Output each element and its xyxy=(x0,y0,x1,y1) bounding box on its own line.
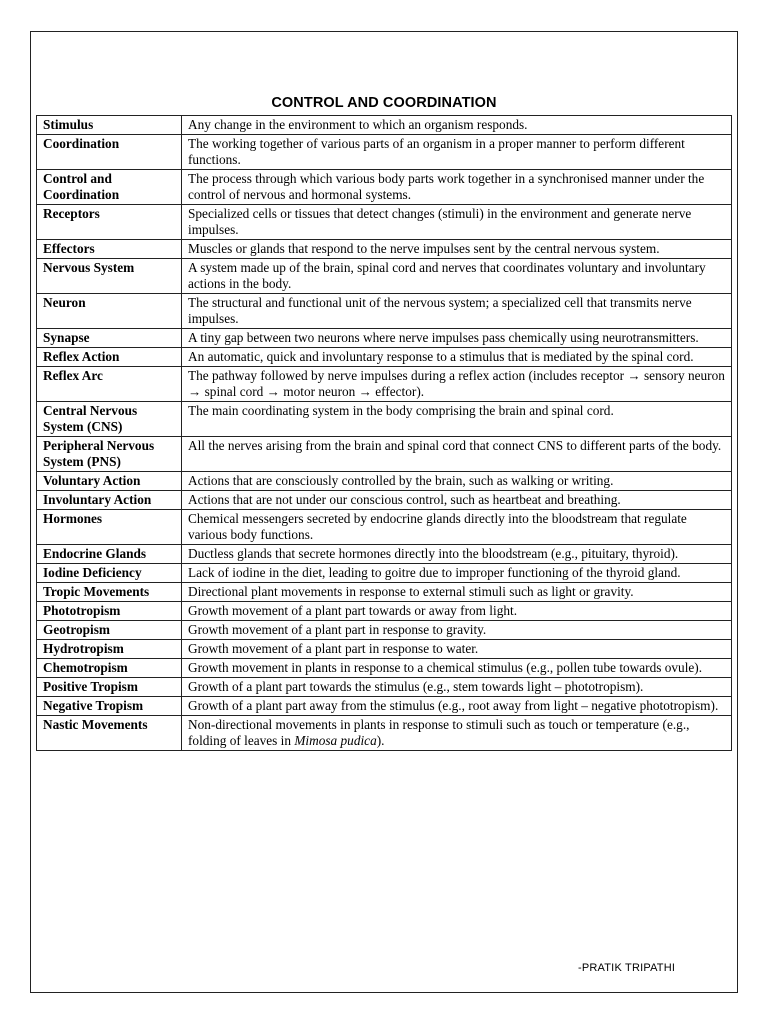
table-row xyxy=(37,437,732,472)
glossary-table xyxy=(36,115,732,751)
term-cell: Nastic Movements xyxy=(37,716,182,751)
page-title: CONTROL AND COORDINATION xyxy=(271,95,497,111)
table-row xyxy=(37,367,732,402)
term-cell: Synapse xyxy=(37,329,182,348)
definition-cell xyxy=(182,659,732,678)
table-row xyxy=(37,716,732,751)
table-row xyxy=(37,640,732,659)
term-cell: Phototropism xyxy=(37,602,182,621)
term-cell: Iodine Deficiency xyxy=(37,564,182,583)
definition-tail-text: ). xyxy=(376,733,385,748)
definition-text: The pathway followed by nerve impulses during a reflex action (includes receptor → sensory neuron → spinal cord → motor neuron → effector). xyxy=(188,368,725,399)
term-cell: Hydrotropism xyxy=(37,640,182,659)
definition-text: Directional plant movements in response to external stimuli such as light or gravity. xyxy=(188,584,634,599)
term-cell: Tropic Movements xyxy=(37,583,182,602)
definition-text: Chemical messengers secreted by endocrine glands directly into the bloodstream that regulate various body functions. xyxy=(188,511,687,542)
definition-text: Non-directional movements in plants in response to stimuli such as touch or temperature (e.g., folding of leaves in xyxy=(188,717,690,748)
definition-cell xyxy=(182,348,732,367)
definition-text: Ductless glands that secrete hormones directly into the bloodstream (e.g., pituitary, thyroid). xyxy=(188,546,679,561)
definition-cell xyxy=(182,437,732,472)
definition-cell xyxy=(182,135,732,170)
table-row xyxy=(37,240,732,259)
term-cell: Negative Tropism xyxy=(37,697,182,716)
glossary-body xyxy=(37,116,732,751)
definition-cell xyxy=(182,472,732,491)
table-row xyxy=(37,583,732,602)
term-cell: Involuntary Action xyxy=(37,491,182,510)
definition-cell xyxy=(182,678,732,697)
definition-cell xyxy=(182,116,732,135)
definition-cell xyxy=(182,602,732,621)
term-cell: Peripheral Nervous System (PNS) xyxy=(37,437,182,472)
definition-text: Growth of a plant part away from the stimulus (e.g., root away from light – negative phototropism). xyxy=(188,698,719,713)
definition-cell xyxy=(182,640,732,659)
definition-cell xyxy=(182,621,732,640)
table-row xyxy=(37,135,732,170)
table-row xyxy=(37,472,732,491)
definition-text: A tiny gap between two neurons where nerve impulses pass chemically using neurotransmitters. xyxy=(188,330,699,345)
definition-text: The process through which various body parts work together in a synchronised manner under the control of nervous and hormonal systems. xyxy=(188,171,705,202)
term-cell: Coordination xyxy=(37,135,182,170)
definition-cell xyxy=(182,329,732,348)
definition-cell xyxy=(182,491,732,510)
term-cell: Hormones xyxy=(37,510,182,545)
definition-cell xyxy=(182,583,732,602)
definition-text: Growth movement of a plant part in response to gravity. xyxy=(188,622,487,637)
definition-cell xyxy=(182,545,732,564)
definition-text: Actions that are not under our conscious control, such as heartbeat and breathing. xyxy=(188,492,621,507)
table-row xyxy=(37,678,732,697)
table-row xyxy=(37,621,732,640)
definition-cell xyxy=(182,259,732,294)
definition-text: The main coordinating system in the body comprising the brain and spinal cord. xyxy=(188,403,614,418)
term-cell: Reflex Arc xyxy=(37,367,182,402)
table-row xyxy=(37,259,732,294)
definition-text: Specialized cells or tissues that detect changes (stimuli) in the environment and generate nerve impulses. xyxy=(188,206,692,237)
definition-cell xyxy=(182,716,732,751)
definition-text: All the nerves arising from the brain and spinal cord that connect CNS to different parts of the body. xyxy=(188,438,722,453)
table-row xyxy=(37,348,732,367)
term-cell: Stimulus xyxy=(37,116,182,135)
table-row xyxy=(37,170,732,205)
term-cell: Nervous System xyxy=(37,259,182,294)
definition-text: Muscles or glands that respond to the nerve impulses sent by the central nervous system. xyxy=(188,241,660,256)
table-row xyxy=(37,510,732,545)
table-row xyxy=(37,697,732,716)
definition-text: Growth of a plant part towards the stimulus (e.g., stem towards light – phototropism). xyxy=(188,679,644,694)
definition-text: Growth movement of a plant part in response to water. xyxy=(188,641,479,656)
definition-text: A system made up of the brain, spinal cord and nerves that coordinates voluntary and involuntary actions in the body. xyxy=(188,260,706,291)
term-cell: Geotropism xyxy=(37,621,182,640)
definition-cell xyxy=(182,697,732,716)
definition-text: Growth movement of a plant part towards or away from light. xyxy=(188,603,518,618)
definition-text: Any change in the environment to which an organism responds. xyxy=(188,117,528,132)
table-row xyxy=(37,402,732,437)
definition-cell xyxy=(182,170,732,205)
term-cell: Positive Tropism xyxy=(37,678,182,697)
table-row xyxy=(37,205,732,240)
definition-text: The structural and functional unit of the nervous system; a specialized cell that transmits nerve impulses. xyxy=(188,295,692,326)
term-cell: Reflex Action xyxy=(37,348,182,367)
definition-cell xyxy=(182,367,732,402)
table-row xyxy=(37,659,732,678)
table-row xyxy=(37,294,732,329)
definition-cell xyxy=(182,205,732,240)
author-signature: -PRATIK TRIPATHI xyxy=(578,962,676,974)
definition-text: The working together of various parts of an organism in a proper manner to perform different functions. xyxy=(188,136,685,167)
term-cell: Neuron xyxy=(37,294,182,329)
term-cell: Receptors xyxy=(37,205,182,240)
table-row xyxy=(37,329,732,348)
term-cell: Chemotropism xyxy=(37,659,182,678)
table-row xyxy=(37,491,732,510)
table-row xyxy=(37,602,732,621)
definition-text: Actions that are consciously controlled by the brain, such as walking or writing. xyxy=(188,473,614,488)
definition-text: Lack of iodine in the diet, leading to goitre due to improper functioning of the thyroid gland. xyxy=(188,565,681,580)
definition-cell xyxy=(182,564,732,583)
table-row xyxy=(37,545,732,564)
definition-cell xyxy=(182,402,732,437)
term-cell: Endocrine Glands xyxy=(37,545,182,564)
term-cell: Control and Coordination xyxy=(37,170,182,205)
definition-cell xyxy=(182,510,732,545)
definition-italic-text: Mimosa pudica xyxy=(294,733,377,748)
definition-cell xyxy=(182,240,732,259)
term-cell: Voluntary Action xyxy=(37,472,182,491)
table-row xyxy=(37,116,732,135)
term-cell: Effectors xyxy=(37,240,182,259)
definition-cell xyxy=(182,294,732,329)
term-cell: Central Nervous System (CNS) xyxy=(37,402,182,437)
definition-text: Growth movement in plants in response to a chemical stimulus (e.g., pollen tube towards ovule). xyxy=(188,660,703,675)
definition-text: An automatic, quick and involuntary response to a stimulus that is mediated by the spinal cord. xyxy=(188,349,694,364)
table-row xyxy=(37,564,732,583)
